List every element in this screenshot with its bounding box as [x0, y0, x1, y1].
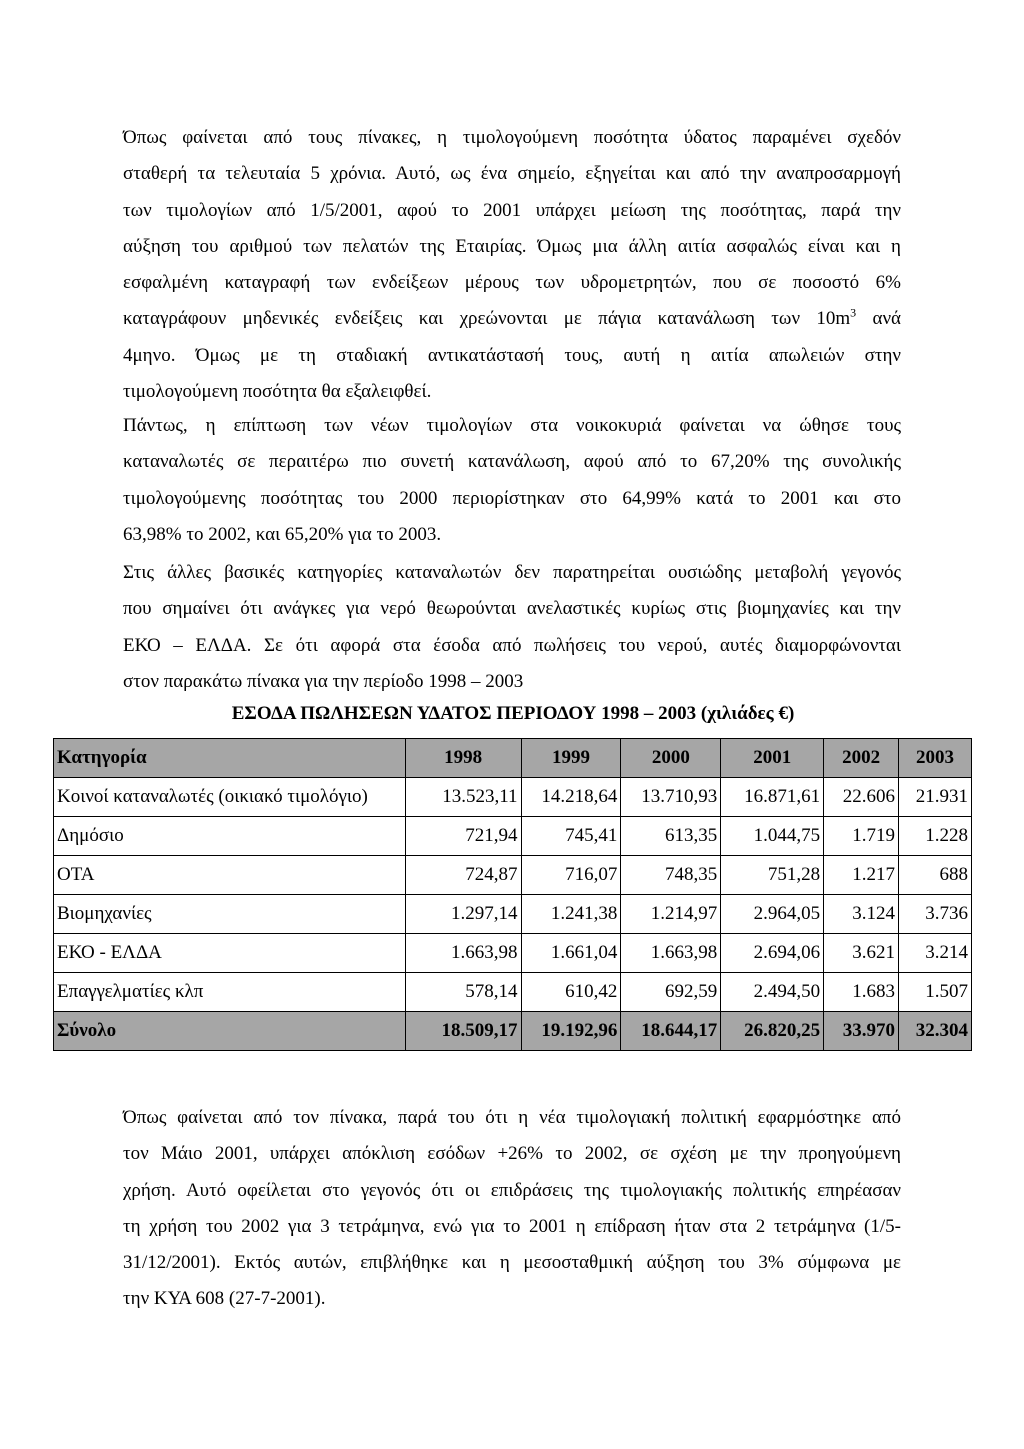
table-row: [54, 856, 972, 895]
category-cell: Επαγγελματίες κλπ: [54, 973, 406, 1012]
text-line: τιμολογούμενη ποσότητα θα εξαλειφθεί.: [123, 381, 432, 403]
value-cell: 1.683: [824, 973, 899, 1012]
value-cell: 2.964,05: [721, 895, 824, 934]
text-line: την ΚΥΑ 608 (27-7-2001).: [123, 1288, 326, 1310]
table-header-row: [54, 739, 972, 778]
total-value-cell: 18.644,17: [621, 1012, 721, 1051]
value-cell: 578,14: [405, 973, 521, 1012]
category-cell: Βιομηχανίες: [54, 895, 406, 934]
text-line: Όπως φαίνεται από τους πίνακες, η τιμολογούμενη ποσότητα ύδατος παραμένει σχεδόν: [123, 127, 901, 148]
category-cell: ΕΚΟ - ΕΛΔΑ: [54, 934, 406, 973]
value-cell: 13.523,11: [405, 778, 521, 817]
value-cell: 1.044,75: [721, 817, 824, 856]
value-cell: 1.663,98: [405, 934, 521, 973]
table-row: [54, 817, 972, 856]
header-cell: 2003: [899, 739, 972, 778]
header-cell: Κατηγορία: [54, 739, 406, 778]
total-value-cell: 26.820,25: [721, 1012, 824, 1051]
value-cell: 13.710,93: [621, 778, 721, 817]
value-cell: 692,59: [621, 973, 721, 1012]
value-cell: 1.719: [824, 817, 899, 856]
text-line: στον παρακάτω πίνακα για την περίοδο 1998 – 2003: [123, 670, 524, 692]
value-cell: 16.871,61: [721, 778, 824, 817]
value-cell: 610,42: [521, 973, 621, 1012]
text-line: αύξηση του αριθμού των πελατών της Εταιρίας. Όμως μια άλλη αιτία ασφαλώς είναι και η: [123, 235, 901, 257]
value-cell: 748,35: [621, 856, 721, 895]
text-line: τιμολογούμενης ποσότητας του 2000 περιορίστηκαν στο 64,99% κατά το 2001 και στο: [123, 487, 901, 509]
value-cell: 3.124: [824, 895, 899, 934]
paragraph-household-impact: [123, 408, 901, 553]
text-line: [123, 301, 901, 337]
value-cell: 721,94: [405, 817, 521, 856]
superscript: 3: [850, 306, 857, 321]
text-line: Πάντως, η επίπτωση των νέων τιμολογίων στα νοικοκυριά φαίνεται να ώθησε τους: [123, 415, 901, 436]
table-row: [54, 973, 972, 1012]
paragraph-other-categories: [123, 555, 901, 700]
header-cell: 1998: [405, 739, 521, 778]
total-value-cell: 19.192,96: [521, 1012, 621, 1051]
value-cell: 2.494,50: [721, 973, 824, 1012]
header-cell: 2001: [721, 739, 824, 778]
value-cell: 1.217: [824, 856, 899, 895]
header-cell: 1999: [521, 739, 621, 778]
header-cell: 2000: [621, 739, 721, 778]
value-cell: 14.218,64: [521, 778, 621, 817]
text-line: 4μηνο. Όμως με τη σταδιακή αντικατάστασή τους, αυτή η αιτία απωλειών στην: [123, 344, 901, 366]
text-line: χρήση. Αυτό οφείλεται στο γεγονός ότι οι επιδράσεις της τιμολογιακής πολιτικής επηρέασαν: [123, 1179, 901, 1201]
value-cell: 3.621: [824, 934, 899, 973]
value-cell: 1.663,98: [621, 934, 721, 973]
category-cell: Δημόσιο: [54, 817, 406, 856]
text-line: Όπως φαίνεται από τον πίνακα, παρά του ότι η νέα τιμολογιακή πολιτική εφαρμόστηκε από: [123, 1107, 901, 1128]
total-value-cell: 33.970: [824, 1012, 899, 1051]
value-cell: 751,28: [721, 856, 824, 895]
value-cell: 21.931: [899, 778, 972, 817]
table-row: [54, 934, 972, 973]
text-line: καταναλωτές σε περαιτέρω πιο συνετή κατανάλωση, αφού από το 67,20% της συνολικής: [123, 451, 901, 473]
paragraph-revenue-deviation: [123, 1100, 901, 1318]
value-cell: 688: [899, 856, 972, 895]
text-line: τον Μάιο 2001, υπάρχει απόκλιση εσόδων +26% το 2002, σε σχέση με την προηγούμενη: [123, 1143, 901, 1165]
header-cell: 2002: [824, 739, 899, 778]
table-row: [54, 895, 972, 934]
text-line: ΕΚΟ – ΕΛΔΑ. Σε ότι αφορά στα έσοδα από πωλήσεις του νερού, αυτές διαμορφώνονται: [123, 634, 901, 656]
value-cell: 724,87: [405, 856, 521, 895]
value-cell: 22.606: [824, 778, 899, 817]
value-cell: 3.214: [899, 934, 972, 973]
table-row: [54, 778, 972, 817]
category-cell: Κοινοί καταναλωτές (οικιακό τιμολόγιο): [54, 778, 406, 817]
value-cell: 745,41: [521, 817, 621, 856]
total-label-cell: Σύνολο: [54, 1012, 406, 1051]
value-cell: 1.507: [899, 973, 972, 1012]
value-cell: 3.736: [899, 895, 972, 934]
text-line: 63,98% το 2002, και 65,20% για το 2003.: [123, 523, 442, 545]
total-value-cell: 18.509,17: [405, 1012, 521, 1051]
text-fragment: ανά: [872, 308, 901, 330]
value-cell: 2.694,06: [721, 934, 824, 973]
text-line: σταθερή τα τελευταία 5 χρόνια. Αυτό, ως ένα σημείο, εξηγείται και από την αναπροσαρμογή: [123, 163, 901, 185]
value-cell: 716,07: [521, 856, 621, 895]
value-cell: 1.214,97: [621, 895, 721, 934]
value-cell: 1.661,04: [521, 934, 621, 973]
revenue-table: [53, 738, 972, 1051]
text-line: 31/12/2001). Εκτός αυτών, επιβλήθηκε και η μεσοσταθμική αύξηση του 3% σύμφωνα με: [123, 1252, 901, 1274]
table-title: ΕΣΟΔΑ ΠΩΛΗΣΕΩΝ ΥΔΑΤΟΣ ΠΕΡΙΟΔΟΥ 1998 – 2003 (χιλιάδες €): [231, 703, 795, 724]
category-cell: ΟΤΑ: [54, 856, 406, 895]
value-cell: 1.228: [899, 817, 972, 856]
text-line: που σημαίνει ότι ανάγκες για νερό θεωρούνται ανελαστικές κυρίως στις βιομηχανίες και την: [123, 598, 901, 620]
value-cell: 1.241,38: [521, 895, 621, 934]
table-total-row: [54, 1012, 972, 1051]
text-line: εσφαλμένη καταγραφή των ενδείξεων μέρους των υδρομετρητών, που σε ποσοστό 6%: [123, 272, 901, 294]
total-value-cell: 32.304: [899, 1012, 972, 1051]
paragraph-billed-quantity: [123, 120, 901, 410]
text-fragment: καταγράφουν μηδενικές ενδείξεις και χρεώνονται με πάγια κατανάλωση των 10m: [123, 308, 851, 330]
text-line: των τιμολογίων από 1/5/2001, αφού το 2001 υπάρχει μείωση της ποσότητας, παρά την: [123, 199, 901, 221]
text-line: τη χρήση του 2002 για 3 τετράμηνα, ενώ για το 2001 η επίδραση ήταν στα 2 τετράμηνα (1/5-: [123, 1215, 901, 1237]
value-cell: 1.297,14: [405, 895, 521, 934]
text-line: Στις άλλες βασικές κατηγορίες καταναλωτών δεν παρατηρείται ουσιώδης μεταβολή γεγονός: [123, 562, 901, 583]
value-cell: 613,35: [621, 817, 721, 856]
